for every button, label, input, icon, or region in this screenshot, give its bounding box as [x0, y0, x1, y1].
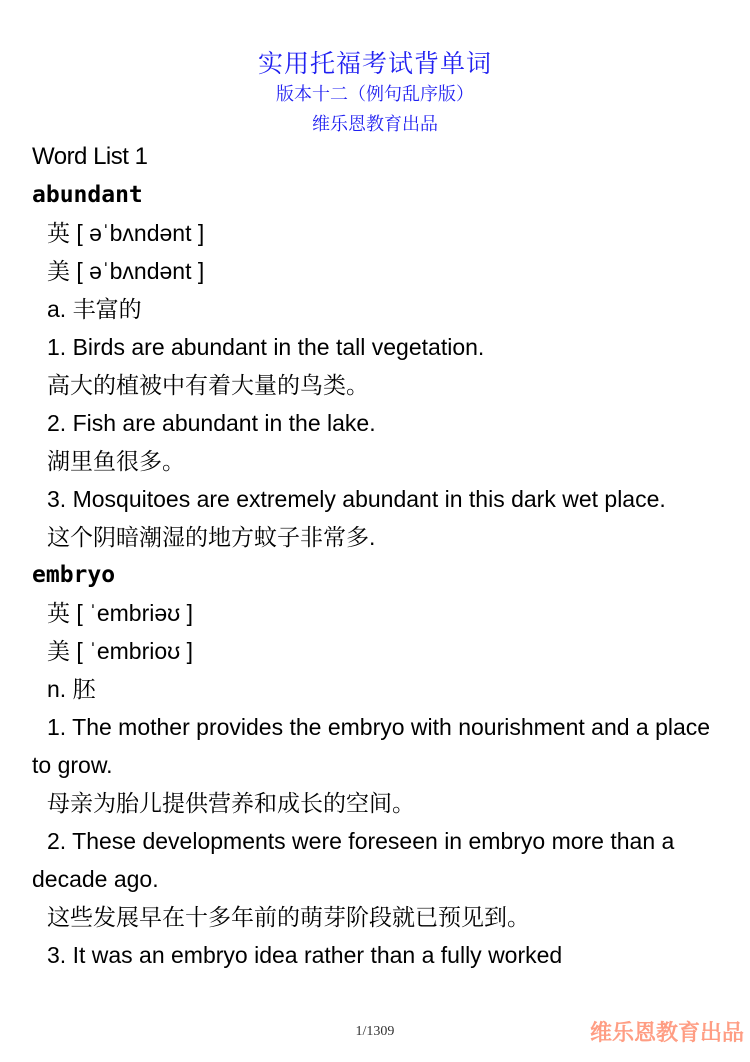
uk-pronunciation: 英 [ əˈbʌndənt ]: [47, 220, 205, 246]
word-list-content: [32, 138, 722, 974]
document-publisher: 维乐恩教育出品: [312, 114, 438, 134]
document-title: 实用托福考试背单词: [257, 50, 492, 78]
headword: abundant: [32, 182, 143, 208]
us-pronunciation: 美 [ ˈembrioʊ ]: [47, 638, 193, 664]
part-of-speech: n. 胚: [47, 676, 96, 702]
uk-pronunciation: 英 [ ˈembriəʊ ]: [47, 600, 193, 626]
part-of-speech: a. 丰富的: [47, 296, 142, 322]
example-zh: 湖里鱼很多。: [47, 448, 185, 474]
word-entry: [32, 176, 722, 556]
page-number: 1/1309: [355, 1024, 395, 1039]
example-en: 2. Fish are abundant in the lake.: [47, 410, 376, 436]
example-zh: 高大的植被中有着大量的鸟类。: [47, 372, 369, 398]
word-entry: [32, 556, 722, 974]
example-en: 1. The mother provides the embryo with nourishment and a place to grow.: [32, 714, 711, 778]
headword: embryo: [32, 562, 116, 588]
example-zh: 这个阴暗潮湿的地方蚊子非常多.: [47, 524, 376, 550]
example-en: 1. Birds are abundant in the tall vegetation.: [47, 334, 485, 360]
watermark-logo: 维乐恩教育出品: [590, 1020, 745, 1045]
example-zh: 这些发展早在十多年前的萌芽阶段就已预见到。: [47, 904, 530, 930]
example-en: 3. It was an embryo idea rather than a fully worked: [47, 942, 563, 968]
example-en: 2. These developments were foreseen in embryo more than a decade ago.: [32, 828, 675, 892]
us-pronunciation: 美 [ əˈbʌndənt ]: [47, 258, 205, 284]
document-subtitle: 版本十二（例句乱序版）: [276, 84, 474, 104]
example-zh: 母亲为胎儿提供营养和成长的空间。: [47, 790, 415, 816]
example-en: 3. Mosquitoes are extremely abundant in this dark wet place.: [47, 486, 666, 512]
list-title: Word List 1: [32, 143, 148, 170]
